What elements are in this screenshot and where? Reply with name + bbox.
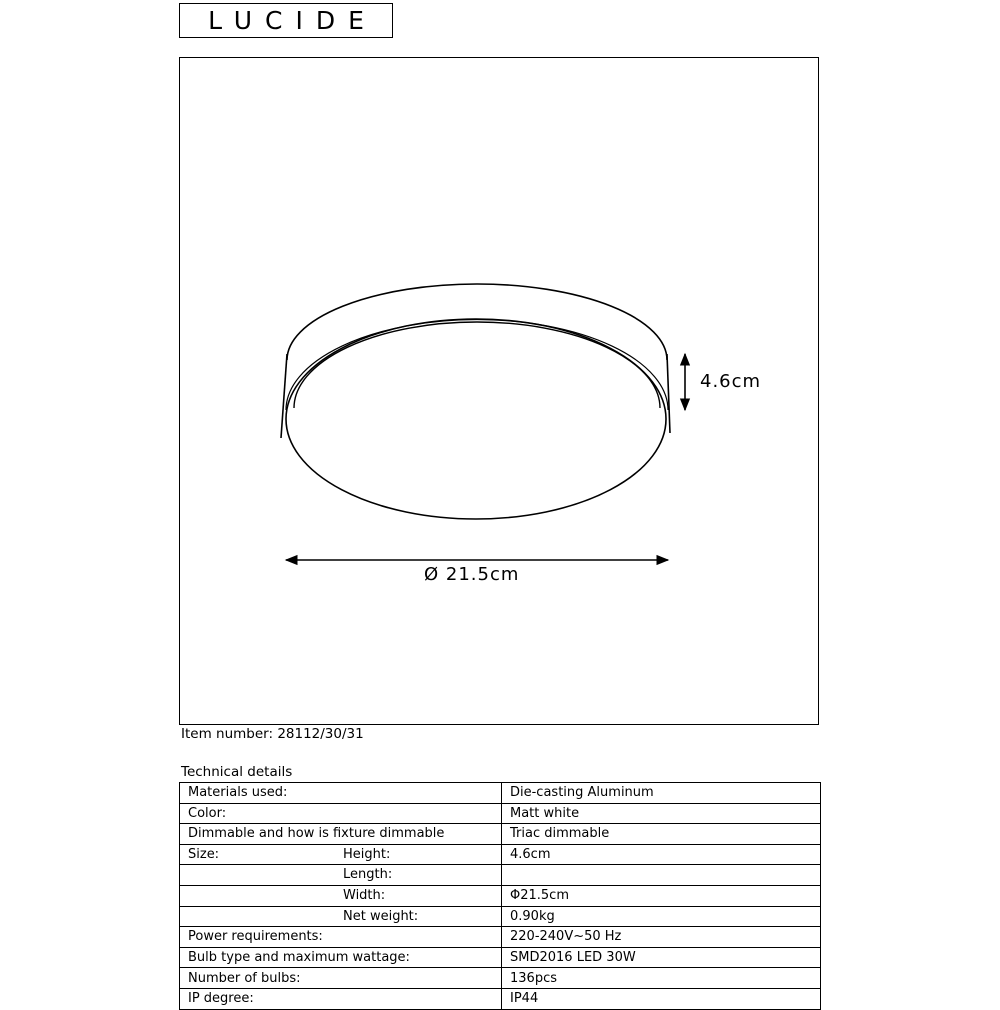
- spec-label: Bulb type and maximum wattage:: [180, 947, 502, 968]
- spec-label-size: [180, 844, 502, 865]
- table-row: [180, 824, 821, 845]
- table-row: [180, 885, 821, 906]
- technical-drawing: [179, 57, 819, 725]
- spec-label-width: [180, 885, 502, 906]
- spec-label-length: [180, 865, 502, 886]
- brand-logo: [179, 3, 393, 38]
- spec-label: Materials used:: [180, 783, 502, 804]
- spec-value: IP44: [502, 988, 821, 1009]
- logo-text: LUCIDE: [208, 6, 377, 35]
- spec-value: 136pcs: [502, 968, 821, 989]
- spec-label: Dimmable and how is fixture dimmable: [180, 824, 502, 845]
- diffuser-inner-rim: [294, 322, 660, 408]
- width-label: Width:: [343, 887, 386, 903]
- spec-value: Matt white: [502, 803, 821, 824]
- spec-value: 220-240V~50 Hz: [502, 927, 821, 948]
- fixture-drawing: [180, 58, 820, 726]
- height-label: Height:: [343, 846, 391, 862]
- spec-value: Die-casting Aluminum: [502, 783, 821, 804]
- table-row: [180, 844, 821, 865]
- technical-details-table: [179, 782, 821, 1010]
- length-label: Length:: [343, 867, 393, 883]
- table-row: [180, 947, 821, 968]
- table-row: [180, 927, 821, 948]
- table-row: [180, 968, 821, 989]
- spec-value: SMD2016 LED 30W: [502, 947, 821, 968]
- spec-label: Power requirements:: [180, 927, 502, 948]
- diameter-dimension-label: Ø 21.5cm: [424, 564, 520, 585]
- spec-value: Φ21.5cm: [502, 885, 821, 906]
- net-weight-label: Net weight:: [343, 908, 419, 924]
- spec-label-net-weight: [180, 906, 502, 927]
- item-number: Item number: 28112/30/31: [181, 726, 364, 742]
- fixture-right-side: [667, 354, 670, 433]
- spec-value: Triac dimmable: [502, 824, 821, 845]
- spec-value: [502, 865, 821, 886]
- spec-value: 0.90kg: [502, 906, 821, 927]
- height-dimension-label: 4.6cm: [700, 371, 762, 392]
- spec-label: IP degree:: [180, 988, 502, 1009]
- table-row: [180, 906, 821, 927]
- diffuser-inner-rim-2: [286, 320, 668, 410]
- table-row: [180, 988, 821, 1009]
- spec-label: Number of bulbs:: [180, 968, 502, 989]
- size-group-label: Size:: [188, 846, 220, 862]
- spec-label: Color:: [180, 803, 502, 824]
- spec-value: 4.6cm: [502, 844, 821, 865]
- table-row: [180, 865, 821, 886]
- table-row: [180, 783, 821, 804]
- table-row: [180, 803, 821, 824]
- technical-details-title: Technical details: [181, 764, 293, 780]
